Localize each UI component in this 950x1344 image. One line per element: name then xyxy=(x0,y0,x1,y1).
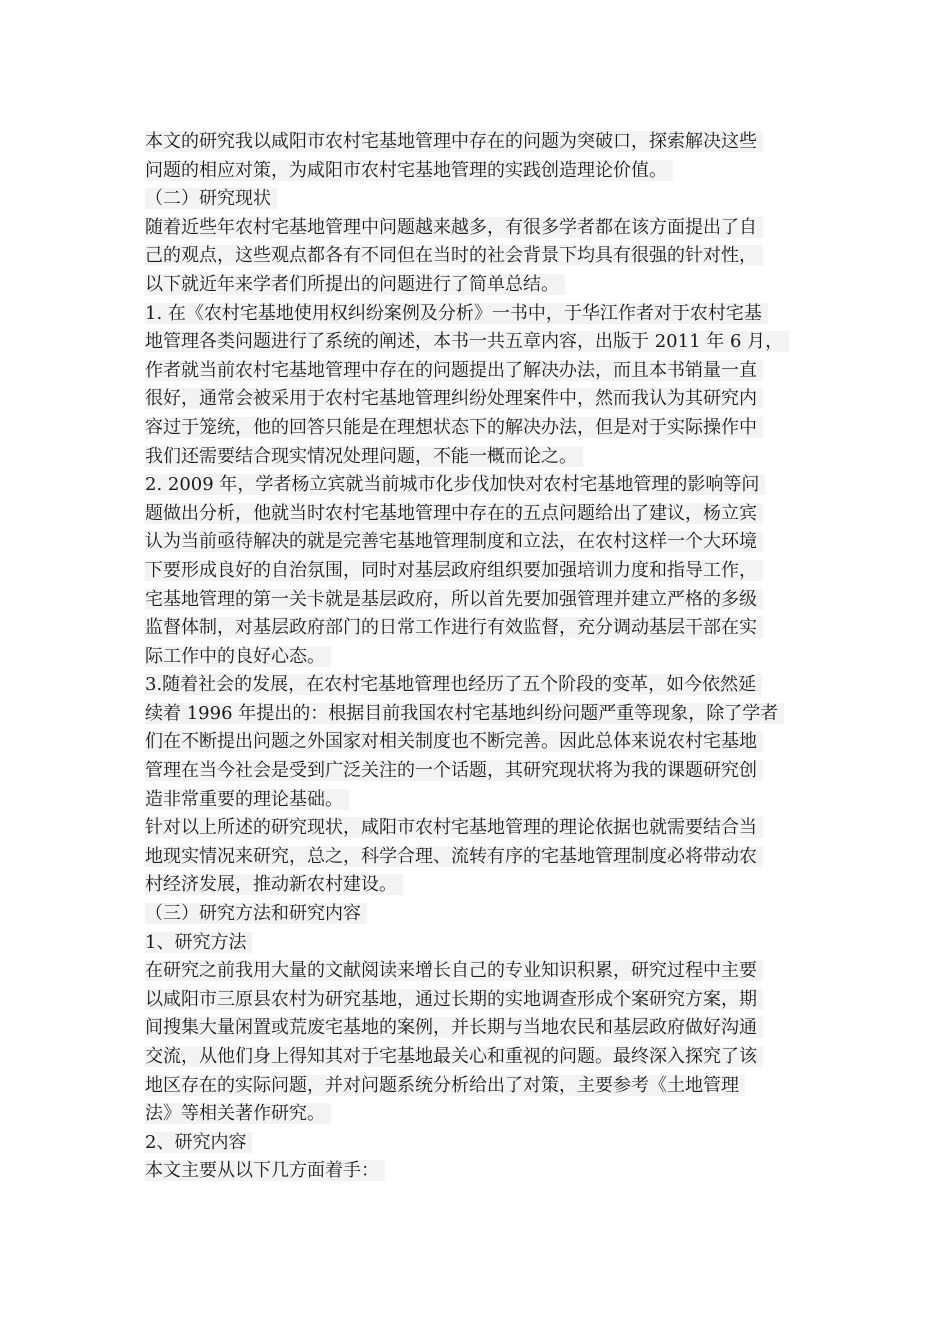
text-line xyxy=(145,242,813,271)
line-text: 地现实情况来研究，总之，科学合理、流转有序的宅基地管理制度必将带动农 xyxy=(145,846,763,867)
text-line xyxy=(145,357,813,386)
line-text: 认为当前亟待解决的就是完善宅基地管理制度和立法，在农村这样一个大环境 xyxy=(145,531,763,552)
text-line xyxy=(145,728,813,757)
text-line xyxy=(145,986,813,1015)
line-text: 以咸阳市三原县农村为研究基地，通过长期的实地调查形成个案研究方案，期 xyxy=(145,989,763,1010)
line-text: 作者就当前农村宅基地管理中存在的问题提出了解决办法，而且本书销量一直 xyxy=(145,360,763,381)
text-line xyxy=(145,443,813,472)
line-text: 地管理各类问题进行了系统的阐述，本书一共五章内容，出版于 2011 年 6 月， xyxy=(145,331,789,352)
line-text: 以下就近年来学者们所提出的问题进行了简单总结。 xyxy=(145,274,565,295)
text-line xyxy=(145,1014,813,1043)
text-line xyxy=(145,1043,813,1072)
list-item-line xyxy=(145,300,813,329)
line-text: 村经济发展，推动新农村建设。 xyxy=(145,874,403,895)
text-line xyxy=(145,614,813,643)
line-text: 本文的研究我以咸阳市农村宅基地管理中存在的问题为突破口，探索解决这些 xyxy=(145,131,763,152)
line-text: 管理在当今社会是受到广泛关注的一个话题，其研究现状将为我的课题研究创 xyxy=(145,760,763,781)
text-line xyxy=(145,786,813,815)
line-text: 宅基地管理的第一关卡就是基层政府，所以首先要加强管理并建立严格的多级 xyxy=(145,589,763,610)
line-text: 3.随着社会的发展，在农村宅基地管理也经历了五个阶段的变革，如今依然延 xyxy=(145,674,762,695)
list-item-line xyxy=(145,471,813,500)
line-text: 们在不断提出问题之外国家对相关制度也不断完善。因此总体来说农村宅基地 xyxy=(145,731,763,752)
document-body xyxy=(145,128,813,1186)
text-line xyxy=(145,328,813,357)
text-line xyxy=(145,500,813,529)
text-line xyxy=(145,128,813,157)
line-text: 很好，通常会被采用于农村宅基地管理纠纷处理案件中，然而我认为其研究内 xyxy=(145,388,763,409)
text-line xyxy=(145,757,813,786)
line-text: 下要形成良好的自治氛围，同时对基层政府组织要加强培训力度和指导工作， xyxy=(145,560,763,581)
text-line xyxy=(145,700,813,729)
text-line xyxy=(145,586,813,615)
text-line xyxy=(145,271,813,300)
line-text: 1、研究方法 xyxy=(145,932,252,953)
text-line xyxy=(145,1157,813,1186)
text-line xyxy=(145,557,813,586)
text-line xyxy=(145,1072,813,1101)
line-text: 监督体制，对基层政府部门的日常工作进行有效监督，充分调动基层干部在实 xyxy=(145,617,763,638)
text-line xyxy=(145,157,813,186)
text-line xyxy=(145,643,813,672)
line-text: 容过于笼统，他的回答只能是在理想状态下的解决办法，但是对于实际操作中 xyxy=(145,417,763,438)
section-heading xyxy=(145,900,813,929)
section-heading xyxy=(145,185,813,214)
line-text: 本文主要从以下几方面着手： xyxy=(145,1160,385,1181)
text-line xyxy=(145,414,813,443)
line-text: 随着近些年农村宅基地管理中问题越来越多，有很多学者都在该方面提出了自 xyxy=(145,217,763,238)
text-line xyxy=(145,214,813,243)
text-line xyxy=(145,814,813,843)
line-text: 造非常重要的理论基础。 xyxy=(145,789,349,810)
line-text: 在研究之前我用大量的文献阅读来增长自己的专业知识积累，研究过程中主要 xyxy=(145,960,763,981)
line-text: 法》等相关著作研究。 xyxy=(145,1103,331,1124)
line-text: （三）研究方法和研究内容 xyxy=(145,903,367,924)
list-item-line xyxy=(145,671,813,700)
line-text: 交流，从他们身上得知其对于宅基地最关心和重视的问题。最终深入探究了该 xyxy=(145,1046,763,1067)
text-line xyxy=(145,957,813,986)
line-text: 续着 1996 年提出的：根据目前我国农村宅基地纠纷问题严重等现象，除了学者 xyxy=(145,703,784,724)
line-text: 1. 在《农村宅基地使用权纠纷案例及分析》一书中，于华江作者对于农村宅基 xyxy=(145,303,768,324)
subsection-heading xyxy=(145,1129,813,1158)
line-text: 2. 2009 年，学者杨立宾就当前城市化步伐加快对农村宅基地管理的影响等问 xyxy=(145,474,765,495)
line-text: 题做出分析，他就当时农村宅基地管理中存在的五点问题给出了建议，杨立宾 xyxy=(145,503,763,524)
line-text: 针对以上所述的研究现状，咸阳市农村宅基地管理的理论依据也就需要结合当 xyxy=(145,817,763,838)
text-line xyxy=(145,385,813,414)
text-line xyxy=(145,871,813,900)
text-line xyxy=(145,1100,813,1129)
text-line xyxy=(145,528,813,557)
text-line xyxy=(145,843,813,872)
subsection-heading xyxy=(145,929,813,958)
line-text: 我们还需要结合现实情况处理问题，不能一概而论之。 xyxy=(145,446,583,467)
line-text: 地区存在的实际问题，并对问题系统分析给出了对策，主要参考《土地管理 xyxy=(145,1075,745,1096)
line-text: 己的观点，这些观点都各有不同但在当时的社会背景下均具有很强的针对性， xyxy=(145,245,763,266)
line-text: 间搜集大量闲置或荒废宅基地的案例，并长期与当地农民和基层政府做好沟通 xyxy=(145,1017,763,1038)
line-text: 2、研究内容 xyxy=(145,1132,252,1153)
line-text: 际工作中的良好心态。 xyxy=(145,646,331,667)
line-text: （二）研究现状 xyxy=(145,188,277,209)
line-text: 问题的相应对策，为咸阳市农村宅基地管理的实践创造理论价值。 xyxy=(145,160,673,181)
